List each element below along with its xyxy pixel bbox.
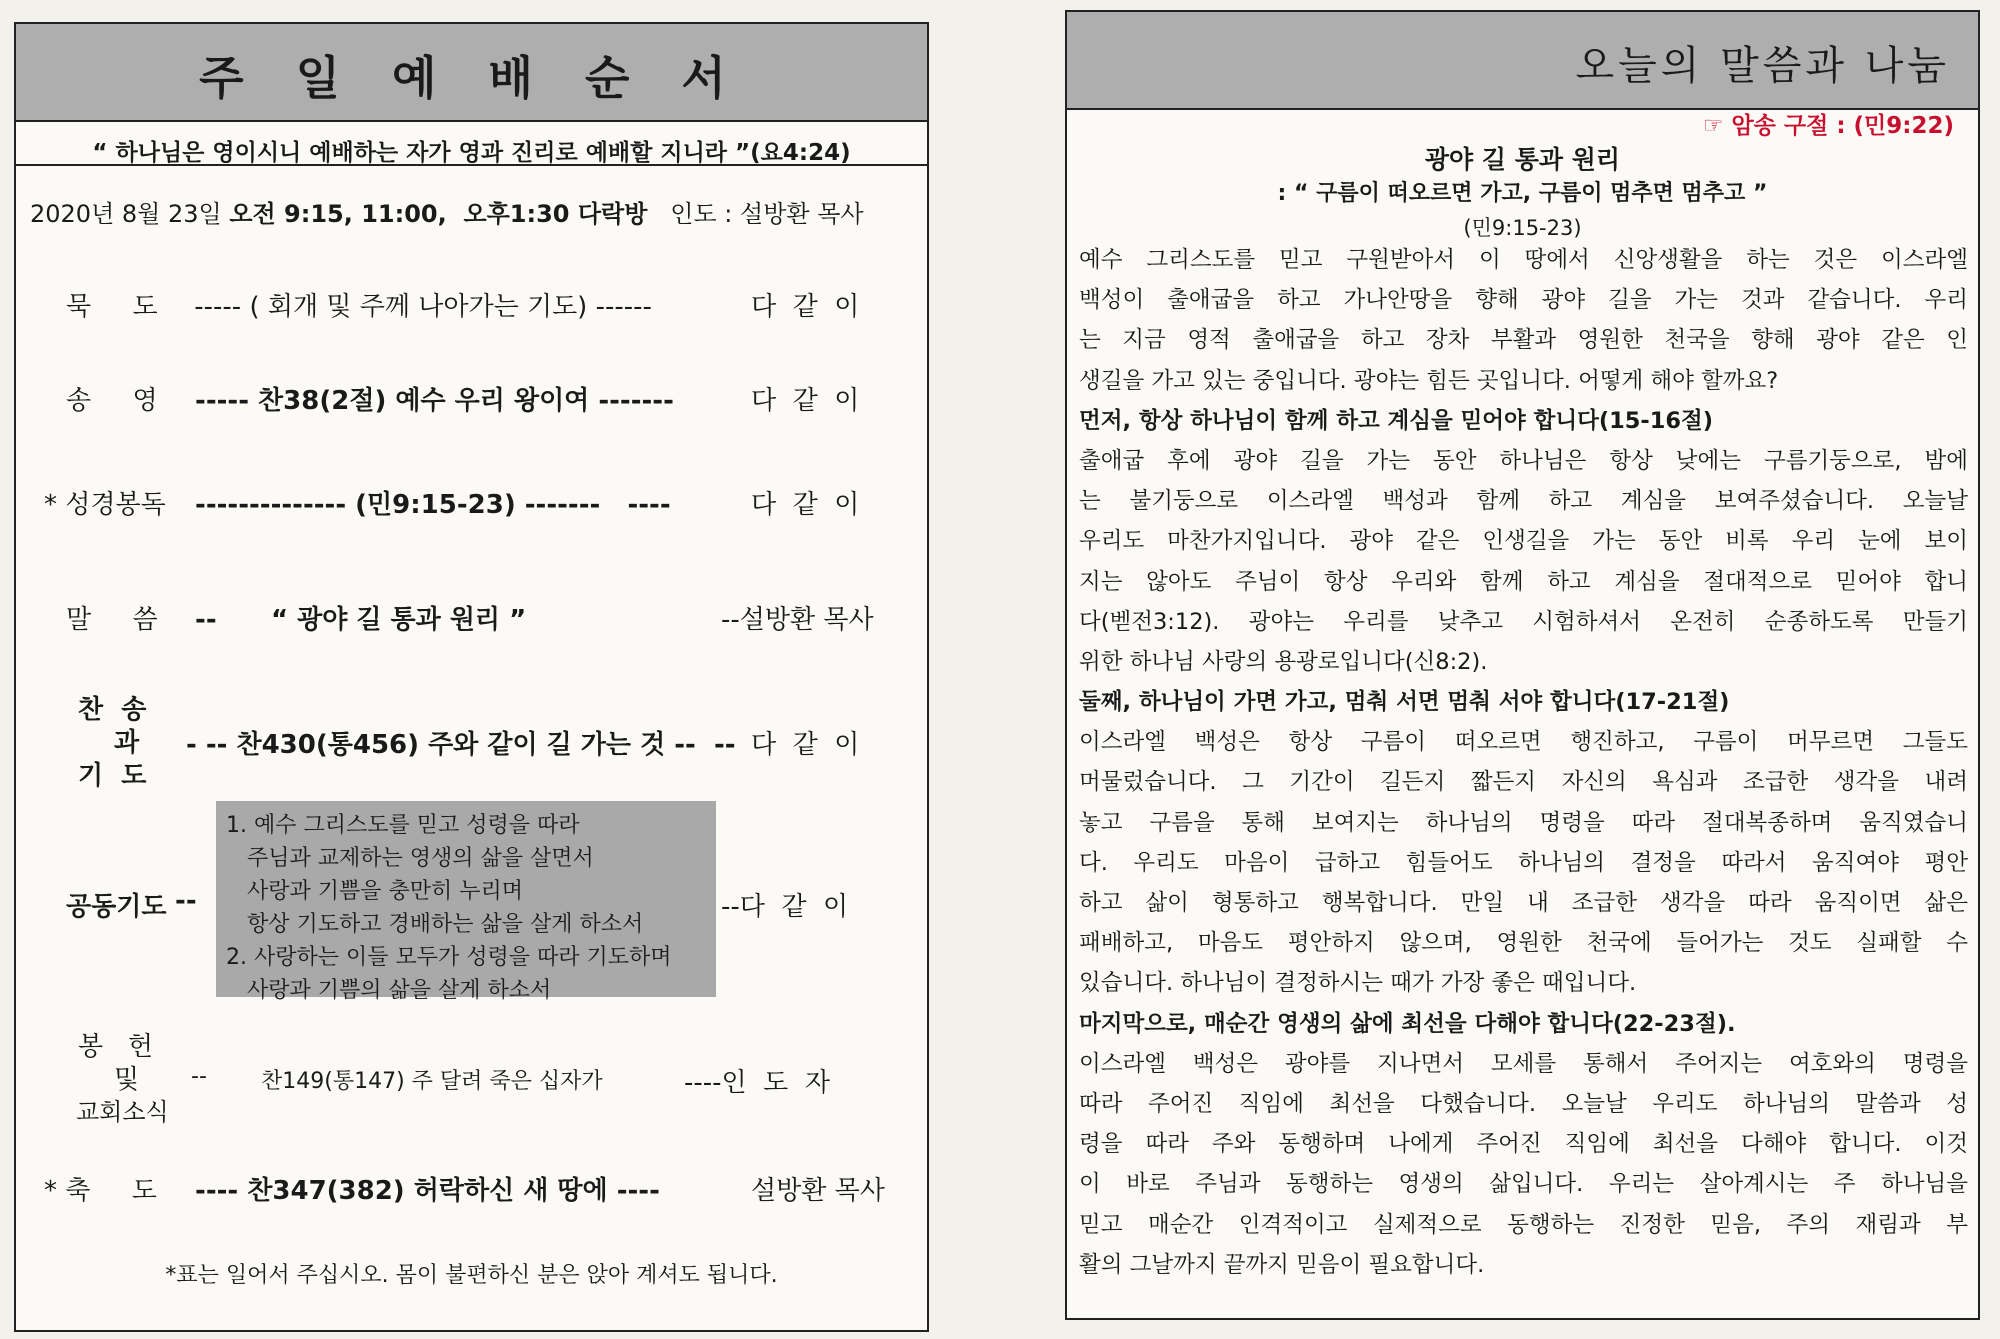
order-item: ----- ( 회개 및 주께 나아가는 기도) ------ xyxy=(186,292,652,322)
sermon-subtitle: : “ 구름이 떠오르면 가고, 구름이 멈추면 멈추고 ” xyxy=(1277,181,1768,206)
order-item: - -- 찬430(통456) 주와 같이 길 가는 것 -- -- xyxy=(186,730,736,760)
prayer-line: 2. 사랑하는 이들 모두가 성령을 따라 기도하며 xyxy=(226,945,672,970)
body-line: 다(벧전3:12). 광야는 우리를 낮추고 시험하셔서 온전히 순종하도록 만들기 xyxy=(1079,608,1968,635)
body-line: 놓고 구름을 통해 보여지는 하나님의 명령을 따라 절대복종하며 움직였습니 xyxy=(1079,809,1968,836)
prayer-line: 사랑과 기쁨을 충만히 누리며 xyxy=(226,879,523,904)
section-heading: 먼저, 항상 하나님이 함께 하고 계심을 믿어야 합니다(15-16절) xyxy=(1079,407,1714,434)
order-label: 교회소식 xyxy=(76,1098,169,1126)
worship-order-header xyxy=(16,24,927,122)
body-line: 위한 하나님 사랑의 용광로입니다(신8:2). xyxy=(1079,648,1488,675)
order-label: 말 씀 xyxy=(66,605,158,635)
worship-order-panel xyxy=(14,22,929,1332)
body-line: 는 불기둥으로 이스라엘 백성과 함께 하고 계심을 보여주셨습니다. 오늘날 xyxy=(1079,488,1968,515)
common-prayer-box xyxy=(216,801,716,1003)
prayer-line: 항상 기도하고 경배하는 삶을 살게 하소서 xyxy=(226,912,644,937)
body-line: 믿고 매순간 인격적이고 실제적으로 동행하는 진정한 믿음, 주의 재림과 부 xyxy=(1079,1211,1968,1238)
sermon-reference: (민9:15-23) xyxy=(1463,216,1582,240)
order-item: 찬149(통147) 주 달려 죽은 십자가 xyxy=(261,1069,603,1094)
order-label: * 축 도 xyxy=(44,1176,157,1206)
sermon-notes-panel xyxy=(1065,10,1980,1320)
body-line: 이 바로 주님과 동행하는 영생의 삶입니다. 우리는 살아계시는 주 하나님을 xyxy=(1079,1171,1968,1198)
body-line: 하고 삶이 형통하고 행복합니다. 만일 내 조급한 생각을 따라 움직이면 삶은 xyxy=(1079,890,1968,916)
order-participant: 다 같 이 xyxy=(751,386,860,416)
order-label: 공동기도 xyxy=(66,892,167,922)
order-label: 및 xyxy=(114,1065,140,1095)
standing-footnote: *표는 일어서 주십시오. 몸이 불편하신 분은 앉아 계셔도 됩니다. xyxy=(165,1263,778,1288)
order-label: 봉 헌 xyxy=(78,1032,154,1062)
divider xyxy=(16,164,927,166)
order-participant: 설방환 목사 xyxy=(751,1176,885,1206)
order-item: -------------- (민9:15-23) ------- ---- xyxy=(186,490,671,520)
prayer-line: 주님과 교제하는 영생의 삶을 살면서 xyxy=(226,846,594,871)
section-heading: 둘째, 하나님이 가면 가고, 멈춰 서면 멈춰 서야 합니다(17-21절) xyxy=(1079,689,1730,716)
order-participant: 다 같 이 xyxy=(751,490,860,520)
body-line: 령을 따라 주와 동행하며 나에게 주어진 직임에 최선을 다해야 합니다. 이것 xyxy=(1079,1131,1968,1158)
body-line: 예수 그리스도를 믿고 구원받아서 이 땅에서 신앙생활을 하는 것은 이스라엘 xyxy=(1079,247,1968,273)
order-participant: ----인 도 자 xyxy=(684,1068,830,1098)
body-line: 이스라엘 백성은 광야를 지나면서 모세를 통해서 주어지는 여호와의 명령을 xyxy=(1079,1050,1968,1077)
service-date: 2020년 8월 23일 xyxy=(30,200,230,228)
sermon-title-entry: -- “ 광야 길 통과 원리 ” xyxy=(186,605,527,635)
order-label: 기 도 xyxy=(78,761,147,791)
body-line: 이스라엘 백성은 항상 구름이 떠오르면 행진하고, 구름이 머무르면 그들도 xyxy=(1079,729,1968,756)
order-label: 송 영 xyxy=(66,386,158,416)
order-label: 찬 송 xyxy=(78,695,147,725)
service-leader: 인도 : 설방환 목사 xyxy=(647,200,864,228)
body-line: 생길을 가고 있는 중입니다. 광야는 힘든 곳입니다. 어떻게 해야 할까요? xyxy=(1079,367,1779,394)
order-label: * 성경봉독 xyxy=(44,490,166,520)
order-label: 묵 도 xyxy=(66,292,158,322)
order-participant: 다 같 이 xyxy=(751,292,860,322)
order-participant: --설방환 목사 xyxy=(721,605,874,635)
order-participant: --다 같 이 xyxy=(721,892,849,922)
sermon-notes-header xyxy=(1067,12,1978,110)
order-item: ----- 찬38(2절) 예수 우리 왕이여 ------- xyxy=(186,386,674,416)
order-participant: 다 같 이 xyxy=(751,730,860,760)
body-line: 다. 우리도 마음이 급하고 힘들어도 하나님의 결정을 따라서 움직여야 평안 xyxy=(1079,849,1968,876)
body-line: 는 지금 영적 출애굽을 하고 장차 부활과 영원한 천국을 향해 광야 같은 인 xyxy=(1079,327,1968,354)
order-item: ---- 찬347(382) 허락하신 새 땅에 ---- xyxy=(186,1176,660,1206)
order-dash: -- xyxy=(191,1064,207,1089)
body-line: 따라 주어진 직임에 최선을 다했습니다. 오늘날 우리도 하나님의 말씀과 성 xyxy=(1079,1090,1968,1117)
section-heading: 마지막으로, 매순간 영생의 삶에 최선을 다해야 합니다(22-23절). xyxy=(1079,1010,1736,1037)
order-label: 과 xyxy=(114,728,140,758)
body-line: 지는 않아도 주님이 항상 우리와 함께 하고 계심을 절대적으로 믿어야 합니 xyxy=(1079,568,1968,595)
worship-order-title: 주 일 예 배 순 서 xyxy=(199,51,744,105)
body-line: 백성이 출애굽을 하고 가나안땅을 향해 광야 길을 가는 것과 같습니다. 우리 xyxy=(1079,287,1968,314)
body-line: 출애굽 후에 광야 길을 가는 동안 하나님은 항상 낮에는 구름기둥으로, 밤에 xyxy=(1079,447,1968,474)
body-line: 있습니다. 하나님이 결정하시는 때가 가장 좋은 때입니다. xyxy=(1079,970,1637,997)
order-dash: -- xyxy=(166,886,197,916)
sermon-body xyxy=(1079,240,1968,1285)
sermon-title: 광야 길 통과 원리 xyxy=(1424,145,1621,174)
sermon-notes-title: 오늘의 말씀과 나눔 xyxy=(1575,43,1950,89)
date-line xyxy=(30,194,864,229)
prayer-line: 1. 예수 그리스도를 믿고 성령을 따라 xyxy=(226,813,580,838)
memory-verse: ☞ 암송 구절 : (민9:22) xyxy=(1702,113,1954,139)
theme-verse: “ 하나님은 영이시니 예배하는 자가 영과 진리로 예배할 지니라 ”(요4:24) xyxy=(92,140,851,166)
body-line: 패배하고, 마음도 평안하지 않으며, 영원한 천국에 들어가는 것도 실패할 수 xyxy=(1079,930,1968,957)
body-line: 머물렀습니다. 그 기간이 길든지 짧든지 자신의 욕심과 조급한 생각을 내려 xyxy=(1079,769,1968,796)
prayer-line: 사랑과 기쁨의 삶을 살게 하소서 xyxy=(226,978,552,1003)
body-line: 우리도 마찬가지입니다. 광야 같은 인생길을 가는 동안 비록 우리 눈에 보이 xyxy=(1079,528,1968,555)
body-line: 활의 그날까지 끝까지 믿음이 필요합니다. xyxy=(1079,1251,1485,1278)
service-times: 오전 9:15, 11:00, 오후1:30 다락방 xyxy=(229,200,648,228)
